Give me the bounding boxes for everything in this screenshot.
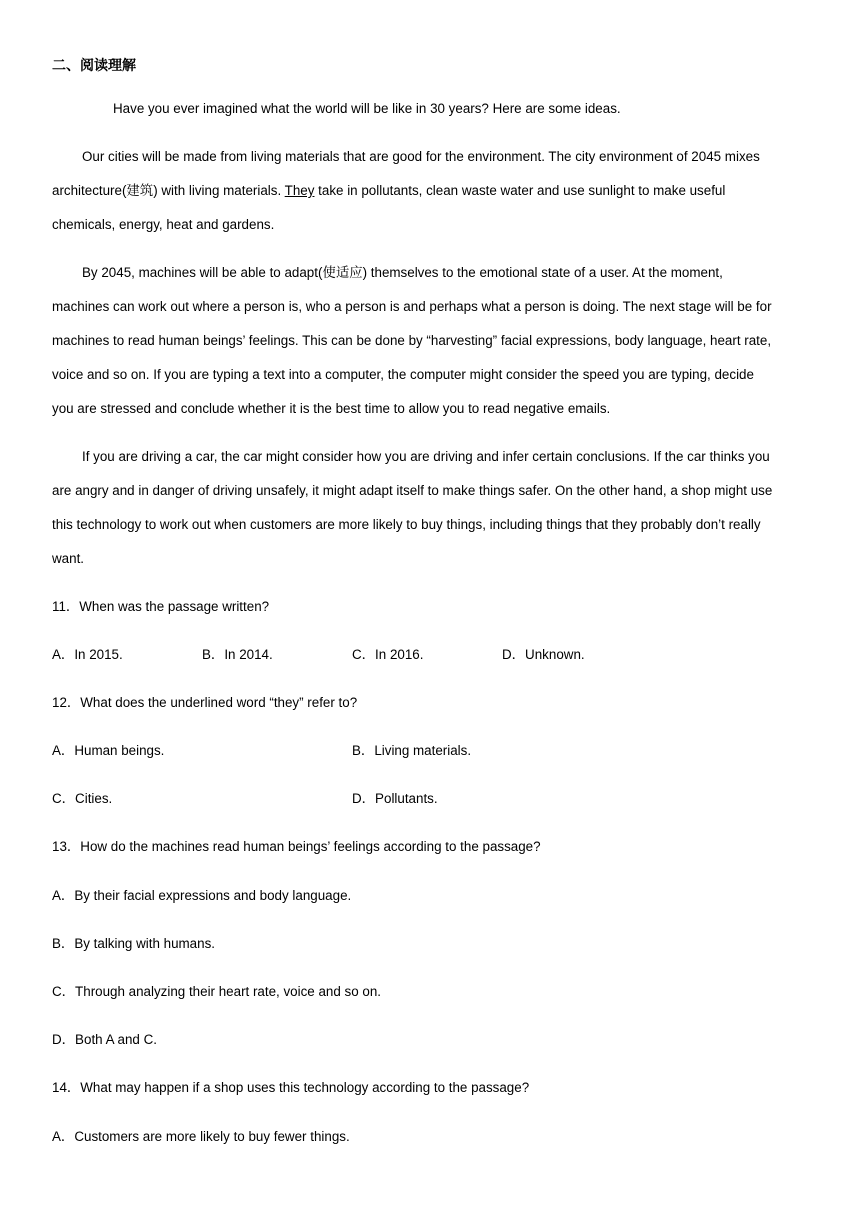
p1-line-2-post: take in pollutants, clean waste water and use sunlight to make useful <box>314 183 726 198</box>
p3-line-4: want. <box>52 551 85 566</box>
p3-line-2: are angry and in danger of driving unsafely, it might adapt itself to make things safer. On the other hand, a shop might use <box>52 483 773 498</box>
p2-line-2: machines can work out where a person is, who a person is and perhaps what a person is doing. The next stage will be for <box>52 299 772 314</box>
section-title: 二、阅读理解 <box>52 57 136 73</box>
q13-option-b: B．By talking with humans. <box>52 936 215 951</box>
q11-option-c: C．In 2016. <box>352 647 424 662</box>
q13-option-d: D．Both A and C. <box>52 1032 157 1047</box>
q13-option-c: C．Through analyzing their heart rate, voice and so on. <box>52 984 381 999</box>
q12-option-c: C．Cities. <box>52 791 113 806</box>
p1-line-3: chemicals, energy, heat and gardens. <box>52 217 275 232</box>
q11-option-b: B．In 2014. <box>202 647 273 662</box>
p1-line-2-pre: architecture(建筑) with living materials. <box>52 183 285 198</box>
p2-line-3: machines to read human beings’ feelings. This can be done by “harvesting” facial expressions, body language, heart rate, <box>52 333 772 348</box>
question-12-stem: 12．What does the underlined word “they” refer to? <box>52 695 358 710</box>
q11-option-d: D．Unknown. <box>502 647 585 662</box>
p2-line-5: you are stressed and conclude whether it is the best time to allow you to read negative emails. <box>52 401 611 416</box>
q14-option-a: A．Customers are more likely to buy fewer things. <box>52 1129 350 1144</box>
q13-option-a: A．By their facial expressions and body language. <box>52 888 352 903</box>
q12-option-d: D．Pollutants. <box>352 791 438 806</box>
p1-line-2 <box>52 182 725 200</box>
question-14-stem: 14．What may happen if a shop uses this technology according to the passage? <box>52 1080 530 1095</box>
p2-line-1: By 2045, machines will be able to adapt(使适应) themselves to the emotional state of a user. At the moment, <box>82 265 723 280</box>
q11-option-a: A．In 2015. <box>52 647 123 662</box>
question-11-stem: 11．When was the passage written? <box>52 599 270 614</box>
question-13-stem: 13．How do the machines read human beings’ feelings according to the passage? <box>52 839 541 854</box>
q12-option-b: B．Living materials. <box>352 743 472 758</box>
p3-line-1: If you are driving a car, the car might consider how you are driving and infer certain conclusions. If the car thinks you <box>82 449 770 464</box>
q12-option-a: A．Human beings. <box>52 743 165 758</box>
underlined-word-they: They <box>284 183 315 198</box>
intro-paragraph: Have you ever imagined what the world will be like in 30 years? Here are some ideas. <box>113 101 621 116</box>
p2-line-4: voice and so on. If you are typing a text into a computer, the computer might consider the speed you are typing, decide <box>52 367 754 382</box>
p3-line-3: this technology to work out when customers are more likely to buy things, including things that they probably don’t really <box>52 517 761 532</box>
p1-line-1: Our cities will be made from living materials that are good for the environment. The city environment of 2045 mixes <box>82 149 760 164</box>
